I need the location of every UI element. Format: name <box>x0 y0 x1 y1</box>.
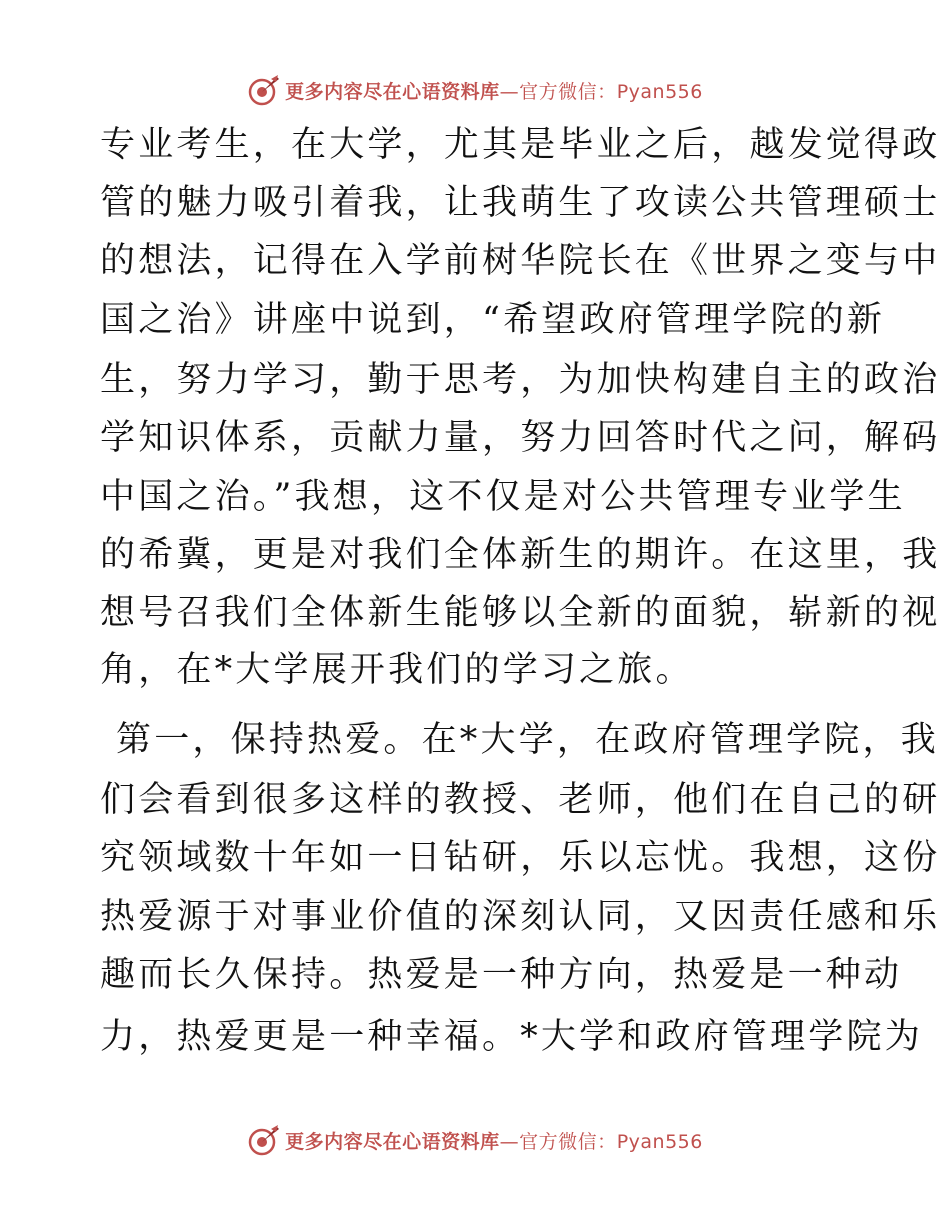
body-line: 专业考生，在大学，尤其是毕业之后，越发觉得政 <box>100 125 941 165</box>
quill-logo-icon <box>247 1123 281 1157</box>
body-line: 热爱源于对事业价值的深刻认同，又因责任感和乐 <box>100 897 941 937</box>
quill-logo-icon <box>247 73 281 107</box>
header-banner-main: 更多内容尽在心语资料库 <box>285 80 500 103</box>
body-line: 的希冀，更是对我们全体新生的期许。在这里，我 <box>100 535 941 575</box>
header-banner-id: Pyan556 <box>616 80 703 103</box>
body-line: 管的魅力吸引着我，让我萌生了攻读公共管理硕士 <box>100 183 941 223</box>
body-line: 生，努力学习，勤于思考，为加快构建自主的政治 <box>100 360 941 400</box>
footer-banner-separator: —官方微信： <box>499 1130 617 1153</box>
body-line: 角，在*大学展开我们的学习之旅。 <box>100 650 694 690</box>
header-banner <box>0 70 950 110</box>
body-line: 国之治》讲座中说到，“希望政府管理学院的新 <box>100 300 886 340</box>
body-line: 究领域数十年如一日钻研，乐以忘忧。我想，这份 <box>100 838 941 878</box>
body-line: 第一，保持热爱。在*大学，在政府管理学院，我 <box>116 720 939 760</box>
footer-banner <box>0 1120 950 1160</box>
body-line: 趣而长久保持。热爱是一种方向，热爱是一种动 <box>100 955 903 995</box>
footer-banner-id: Pyan556 <box>616 1130 703 1153</box>
body-line: 力，热爱更是一种幸福。*大学和政府管理学院为 <box>100 1017 923 1057</box>
footer-banner-main: 更多内容尽在心语资料库 <box>285 1130 500 1153</box>
body-line: 们会看到很多这样的教授、老师，他们在自己的研 <box>100 780 941 820</box>
body-line: 中国之治。”我想，这不仅是对公共管理专业学生 <box>100 477 906 517</box>
footer-banner-text <box>285 1127 703 1154</box>
header-banner-text <box>285 77 703 104</box>
body-line: 学知识体系，贡献力量，努力回答时代之问，解码 <box>100 418 941 458</box>
header-banner-separator: —官方微信： <box>499 80 617 103</box>
body-line: 的想法，记得在入学前树华院长在《世界之变与中 <box>100 241 941 281</box>
body-line: 想号召我们全体新生能够以全新的面貌，崭新的视 <box>100 593 941 633</box>
